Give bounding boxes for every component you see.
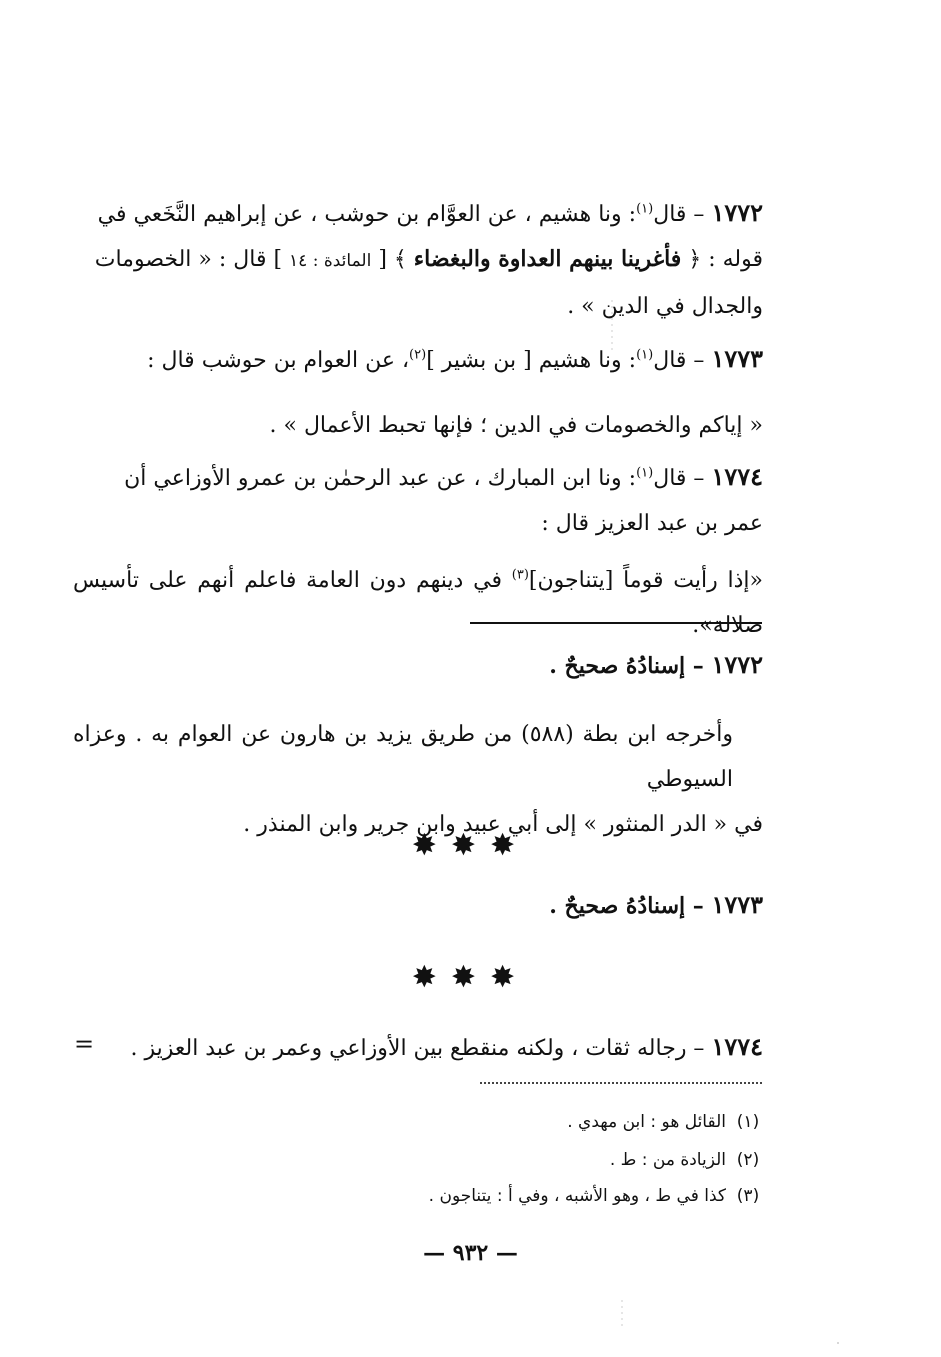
- note-heading-text: – إسنادُهُ صحيحٌ .: [549, 653, 712, 679]
- section-divider-stars: ✸✸✸: [411, 828, 530, 863]
- entry-text: في دينهم دون العامة فاعلم أنهم على تأسيس ضلالة».: [73, 568, 763, 638]
- footnote-number: (٣): [736, 1186, 760, 1206]
- note-number: ١٧٧٤: [711, 1032, 763, 1061]
- continuation-mark: =: [74, 1030, 95, 1058]
- footnote-ref: (١): [636, 347, 654, 363]
- entry-text: ، عن العوام بن حوشب قال :: [147, 348, 410, 373]
- entry-text: – قال: [653, 466, 712, 491]
- entry-text: – قال: [653, 348, 712, 373]
- entry-text: : ونا هشيم [ بن بشير ]: [426, 348, 637, 373]
- entry-number: ١٧٧٤: [711, 462, 763, 491]
- quran-verse: فأغرينا بينهم العداوة والبغضاء: [413, 246, 682, 272]
- footnote-text: كذا في ط ، وهو الأشبه ، وفي أ : يتناجون .: [428, 1186, 726, 1206]
- note-heading-text: – إسنادُهُ صحيحٌ .: [549, 893, 712, 919]
- entry-text: قوله : ﴿: [681, 247, 763, 272]
- footnote-ref: (١): [636, 465, 654, 481]
- note-number: ١٧٧٢: [711, 650, 763, 679]
- entry-text: «إذا رأيت قوماً [يتناجون]: [528, 568, 763, 593]
- entry-text: – قال: [653, 202, 712, 227]
- footnote-number: (١): [736, 1112, 760, 1132]
- entry-text: ﴾ [: [371, 247, 414, 272]
- footnote-ref: (٣): [511, 567, 529, 583]
- entry-text: : ونا ابن المبارك ، عن عبد الرحمٰن بن عمرو الأوزاعي أن: [124, 466, 637, 491]
- entry-number: ١٧٧٢: [711, 198, 763, 227]
- footnote-text: القائل هو : ابن مهدي .: [567, 1112, 726, 1132]
- footnote-number: (٢): [736, 1150, 760, 1170]
- verse-reference: المائدة : ١٤: [289, 251, 372, 271]
- entry-text: : ونا هشيم ، عن العوَّام بن حوشب ، عن إبراهيم النَّخَعي في: [97, 202, 637, 227]
- page-number: — ٩٣٢ —: [423, 1240, 518, 1266]
- entry-text: عمر بن عبد العزيز قال :: [541, 511, 763, 536]
- note-text: في « الدر المنثور » إلى أبي عبيد وابن جرير وابن المنذر .: [243, 812, 763, 837]
- note-text: وأخرجه ابن بطة (٥٨٨) من طريق يزيد بن هارون عن العوام به . وعزاه السيوطي: [73, 722, 733, 792]
- note-text: – رجاله ثقات ، ولكنه منقطع بين الأوزاعي وعمر بن عبد العزيز .: [130, 1036, 712, 1061]
- footnote-ref: (١): [636, 201, 654, 217]
- entry-text: والجدال في الدين » .: [567, 294, 763, 319]
- note-number: ١٧٧٣: [711, 890, 763, 919]
- entry-text: « إياكم والخصومات في الدين ؛ فإنها تحبط الأعمال » .: [269, 413, 763, 438]
- footnote-text: الزيادة من : ط .: [609, 1150, 726, 1170]
- entry-number: ١٧٧٣: [711, 344, 763, 373]
- footnote-ref: (٢): [409, 347, 427, 363]
- entry-text: ] قال : « الخصومات: [94, 247, 290, 272]
- section-divider-stars: ✸✸✸: [411, 960, 530, 995]
